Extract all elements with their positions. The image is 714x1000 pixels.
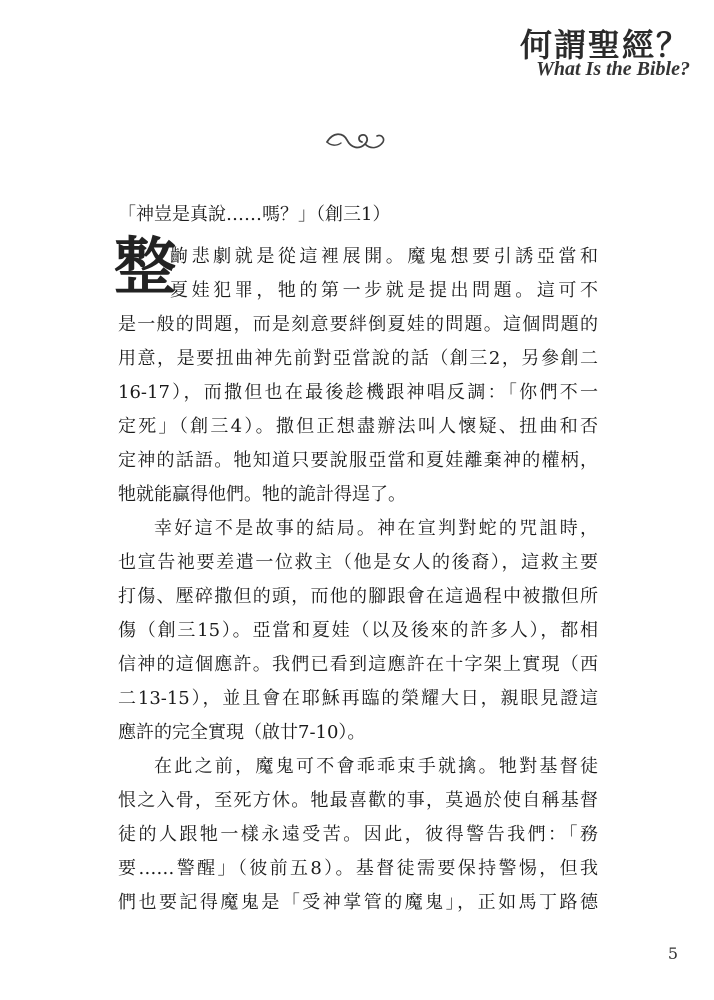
text-line: 牠就能贏得他們。牠的詭計得逞了。 bbox=[118, 484, 406, 505]
scroll-flourish-icon bbox=[323, 128, 387, 156]
text-line: 定死」（創三4）。撒但正想盡辦法叫人懷疑、扭曲和否 bbox=[118, 416, 598, 437]
text-line: 也宣告祂要差遣一位救主（他是女人的後裔），這救主要 bbox=[118, 552, 598, 573]
text-line: 打傷、壓碎撒但的頭，而他的腳跟會在這過程中被撒但所 bbox=[118, 586, 598, 607]
text-line: 們也要記得魔鬼是「受神掌管的魔鬼」，正如馬丁路德 bbox=[118, 892, 598, 913]
text-line: 徒的人跟牠一樣永遠受苦。因此，彼得警告我們：「務 bbox=[118, 824, 598, 845]
text-line: 要……警醒」（彼前五8）。基督徒需要保持警惕，但我 bbox=[118, 858, 598, 879]
text-line: 在此之前，魔鬼可不會乖乖束手就擒。牠對基督徒 bbox=[154, 756, 598, 777]
paragraph-2 bbox=[118, 512, 598, 750]
text-line: 信神的這個應許。我們已看到這應許在十字架上實現（西 bbox=[118, 654, 598, 675]
drop-cap: 整 bbox=[114, 230, 177, 303]
text-line: 用意，是要扭曲神先前對亞當說的話（創三2，另參創二 bbox=[118, 348, 598, 369]
header-subtitle: What Is the Bible? bbox=[536, 58, 690, 80]
page-number: 5 bbox=[667, 944, 678, 963]
text-line: 應許的完全實現（啟廿7-10）。 bbox=[118, 722, 366, 743]
text-line: 齣悲劇就是從這裡展開。魔鬼想要引誘亞當和 bbox=[170, 246, 598, 267]
text-line: 二13-15），並且會在耶穌再臨的榮耀大日，親眼見證這 bbox=[118, 688, 598, 709]
text-line: 定神的話語。牠知道只要說服亞當和夏娃離棄神的權柄， bbox=[118, 450, 598, 471]
text-line: 夏娃犯罪，牠的第一步就是提出問題。這可不 bbox=[170, 280, 598, 301]
text-line: 是一般的問題，而是刻意要絆倒夏娃的問題。這個問題的 bbox=[118, 314, 598, 335]
page-body bbox=[114, 200, 598, 920]
text-line: 傷（創三15）。亞當和夏娃（以及後來的許多人），都相 bbox=[118, 620, 598, 641]
paragraph-1 bbox=[114, 230, 598, 512]
epigraph-quote: 「神豈是真說……嗎？」（創三1） bbox=[118, 204, 391, 225]
text-line: 16-17），而撒但也在最後趁機跟神唱反調：「你們不一 bbox=[118, 382, 598, 403]
paragraph-3 bbox=[118, 750, 598, 920]
text-line: 恨之入骨，至死方休。牠最喜歡的事，莫過於使自稱基督 bbox=[118, 790, 598, 811]
text-line: 幸好這不是故事的結局。神在宣判對蛇的咒詛時， bbox=[154, 518, 598, 539]
header-title: 何謂聖經？ bbox=[519, 26, 690, 64]
